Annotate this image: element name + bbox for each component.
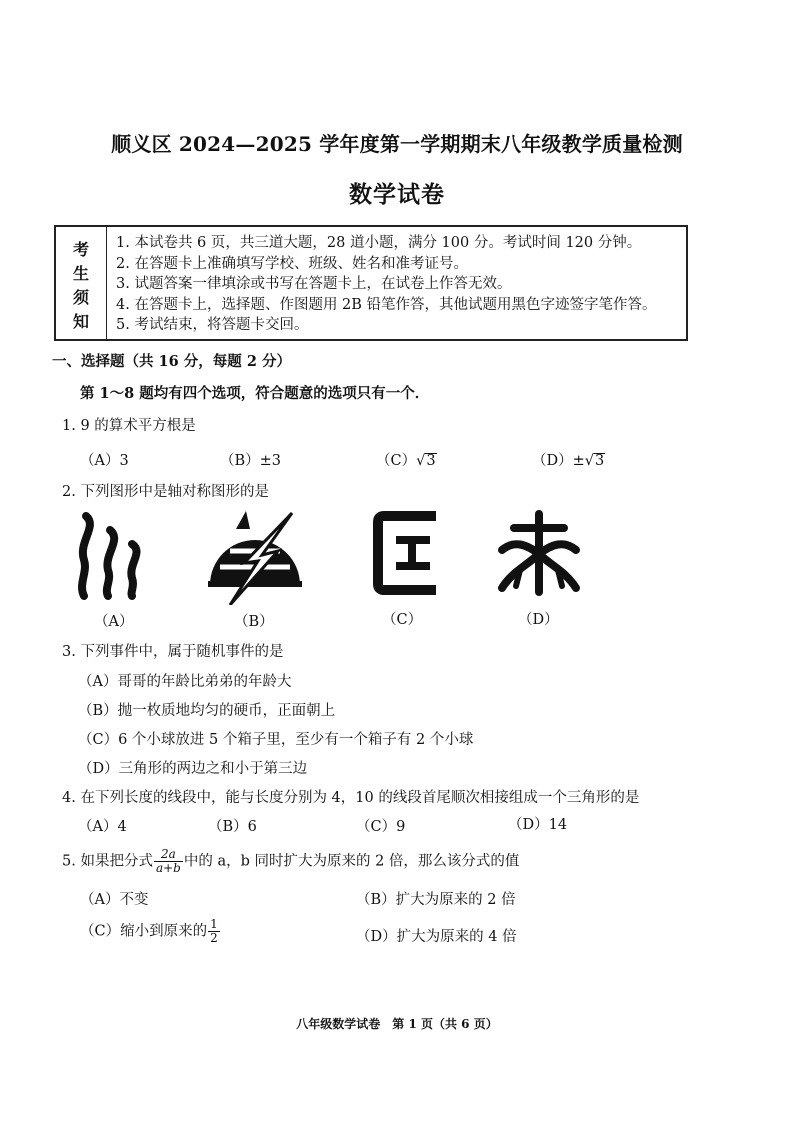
figure-d-logo (496, 510, 582, 596)
notice-item: 1. 本试卷共 6 页，共三道大题，28 道小题，满分 100 分。考试时间 120 分钟。 (116, 235, 642, 251)
q5-fraction-numerator: 2a (154, 848, 183, 862)
q5-option-c-fraction (208, 918, 220, 945)
q2-label-b: （B） (234, 614, 274, 630)
q1-option-d-radicand: 3 (595, 453, 605, 469)
q4-option-c: （C）9 (356, 819, 406, 835)
figure-c-logo (372, 510, 442, 596)
notice-item: 2. 在答题卡上准确填写学校、班级、姓名和准考证号。 (116, 255, 468, 272)
exam-title: 顺义区 2024—2025 学年度第一学期期末八年级教学质量检测 (111, 132, 683, 156)
question-2-stem: 2. 下列图形中是轴对称图形的是 (62, 484, 269, 500)
q5-stem-part-a: 5. 如果把分式 (62, 853, 153, 870)
q4-option-a: （A）4 (78, 819, 127, 835)
exam-subtitle: 数学试卷 (349, 181, 445, 208)
q3-option-c: （C）6 个小球放进 5 个箱子里，至少有一个箱子有 2 个小球 (78, 732, 474, 748)
notice-item: 4. 在答题卡上，选择题、作图题用 2B 铅笔作答，其他试题用黑色字迹签字笔作答。 (116, 296, 657, 313)
page-footer: 八年级数学试卷 第 1 页（共 6 页） (296, 1017, 498, 1031)
figure-b-logo (200, 505, 310, 605)
q5-fraction-denominator: a+b (155, 861, 181, 875)
notice-label-char: 考 (72, 240, 89, 259)
q4-option-b: （B）6 (208, 819, 257, 835)
q2-label-c: （C） (382, 612, 423, 628)
q1-option-d (532, 449, 605, 470)
q5-option-c-numerator: 1 (210, 917, 218, 931)
q3-option-b: （B）抛一枚质地均匀的硬币，正面朝上 (78, 703, 336, 719)
q1-option-a: （A）3 (80, 453, 129, 469)
sqrt-sign: √ (584, 453, 595, 469)
q5-option-c (80, 918, 221, 945)
q5-option-b: （B）扩大为原来的 2 倍 (356, 892, 516, 908)
q1-option-d-prefix: （D）± (532, 453, 585, 469)
q2-label-a: （A） (94, 614, 134, 630)
q5-fraction (154, 848, 183, 875)
q2-label-d: （D） (518, 612, 559, 628)
question-1-stem: 1. 9 的算术平方根是 (62, 418, 196, 434)
section-heading: 一、选择题（共 16 分，每题 2 分） (52, 353, 291, 370)
q5-stem-part-b: 中的 a，b 同时扩大为原来的 2 倍，那么该分式的值 (183, 853, 520, 870)
question-4-stem: 4. 在下列长度的线段中，能与长度分别为 4，10 的线段首尾顺次相接组成一个三角形的是 (62, 790, 640, 806)
q5-option-c-denominator: 2 (210, 931, 218, 945)
notice-item: 5. 考试结束，将答题卡交回。 (116, 317, 309, 333)
q3-option-a: （A）哥哥的年龄比弟弟的年龄大 (78, 674, 292, 690)
q1-option-c-radicand: 3 (426, 453, 436, 469)
q5-option-c-text: （C）缩小到原来的 (80, 923, 208, 940)
q1-option-b: （B）±3 (220, 453, 282, 469)
section-instruction: 第 1～8 题均有四个选项，符合题意的选项只有一个． (80, 385, 430, 402)
notice-items (116, 233, 686, 336)
question-3-stem: 3. 下列事件中，属于随机事件的是 (62, 644, 284, 660)
question-5-stem (62, 848, 519, 875)
q1-option-c-prefix: （C） (376, 453, 417, 469)
figure-a-logo (72, 508, 152, 600)
q4-option-d: （D）14 (508, 817, 568, 833)
sqrt-sign: √ (416, 453, 426, 469)
q5-option-a: （A）不变 (80, 892, 149, 908)
notice-label (56, 227, 107, 339)
notice-label-char: 知 (72, 312, 89, 331)
q1-option-c (376, 449, 437, 470)
notice-label-char: 须 (72, 288, 89, 307)
q5-option-d: （D）扩大为原来的 4 倍 (356, 929, 517, 945)
notice-label-char: 生 (72, 264, 89, 283)
notice-box (54, 225, 688, 341)
notice-item: 3. 试题答案一律填涂或书写在答题卡上，在试卷上作答无效。 (116, 276, 512, 292)
q3-option-d: （D）三角形的两边之和小于第三边 (78, 761, 308, 777)
